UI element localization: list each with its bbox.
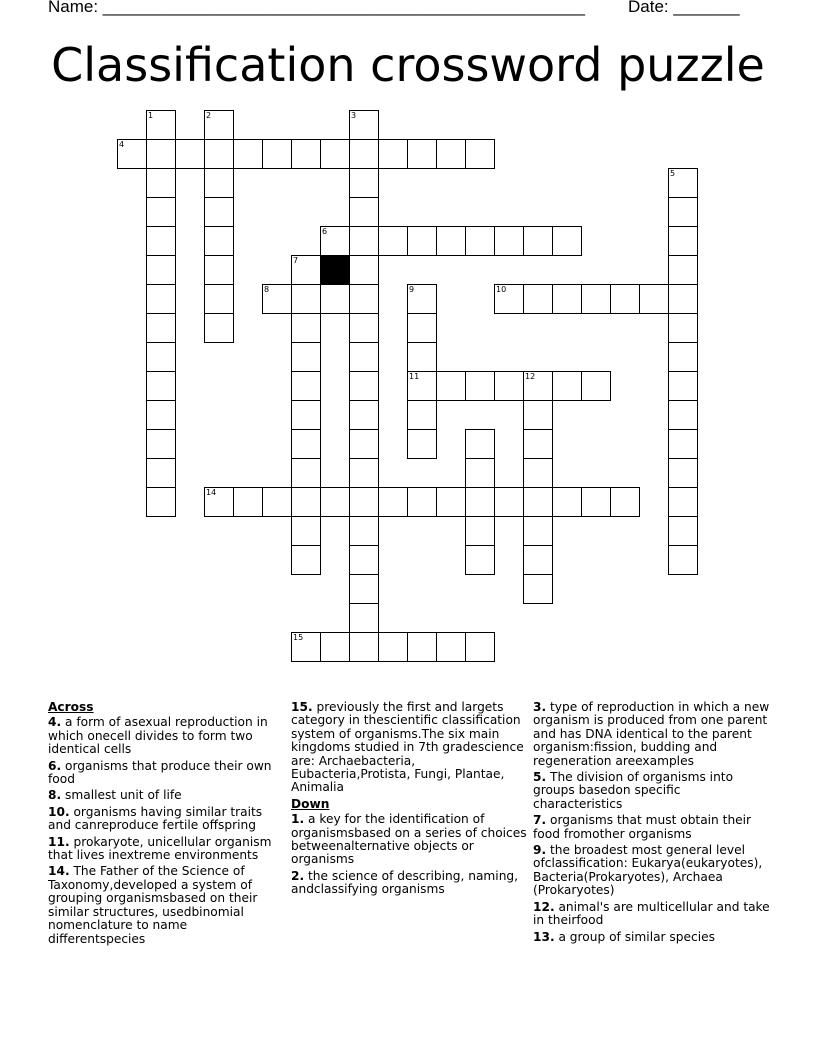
clue-text: type of reproduction in which a new organism is produced from one parent and has DNA identical to the parent organism:fission, budding and regeneration areexamples (533, 700, 770, 768)
clue-number-label: 5. (533, 770, 547, 785)
clue-number-label: 7. (533, 813, 547, 828)
grid-cell[interactable] (291, 371, 321, 401)
clue-item (291, 813, 527, 867)
grid-cell[interactable] (349, 400, 379, 430)
grid-cell[interactable] (581, 487, 611, 517)
clues-column-3 (533, 701, 773, 947)
clue-number-label: 10. (48, 804, 70, 819)
clue-text: The division of organisms into groups basedon specific characteristics (533, 770, 734, 811)
grid-cell[interactable] (291, 255, 321, 285)
clue-text: previously the first and largets category in thescientific classification system of organisms.The six main kingdoms studied in 7th gradescience are: Archaebacteria, Eubacteria,Protista, Fungi, Plantae, Animalia (291, 700, 524, 795)
clue-number: 3 (351, 111, 357, 120)
grid-block (320, 255, 350, 285)
grid-cell[interactable] (175, 139, 205, 169)
grid-cell[interactable] (262, 284, 292, 314)
grid-cell[interactable] (523, 487, 553, 517)
clue-number: 10 (496, 285, 507, 294)
grid-cell[interactable] (349, 545, 379, 575)
grid-cell[interactable] (378, 139, 408, 169)
grid-cell[interactable] (668, 371, 698, 401)
grid-cell[interactable] (146, 342, 176, 372)
grid-cell[interactable] (465, 371, 495, 401)
grid-cell[interactable] (465, 632, 495, 662)
clue-text: animal's are multicellular and take in theirfood (533, 899, 770, 928)
grid-cell[interactable] (146, 458, 176, 488)
grid-cell[interactable] (465, 458, 495, 488)
grid-cell[interactable] (146, 371, 176, 401)
grid-cell[interactable] (233, 487, 263, 517)
down-clue-list-continued (533, 701, 773, 944)
grid-cell[interactable] (523, 458, 553, 488)
clue-text: The Father of the Science of Taxonomy,developed a system of grouping organismsbased on their similar structures, usedbinomial nomenclature to name differentspecies (48, 864, 258, 946)
clue-number-label: 15. (291, 700, 313, 714)
grid-cell[interactable] (349, 313, 379, 343)
grid-cell[interactable] (523, 429, 553, 459)
across-clue-list (48, 716, 280, 946)
grid-cell[interactable] (668, 545, 698, 575)
clue-number: 9 (409, 285, 415, 294)
clue-number-label: 8. (48, 788, 62, 803)
grid-cell[interactable] (407, 487, 437, 517)
grid-cell[interactable] (146, 255, 176, 285)
grid-cell[interactable] (494, 284, 524, 314)
grid-cell[interactable] (465, 545, 495, 575)
down-clue-list (291, 813, 527, 896)
grid-cell[interactable] (378, 632, 408, 662)
grid-cell[interactable] (407, 284, 437, 314)
clue-number: 6 (322, 227, 328, 236)
date-field: Date: _______ (628, 0, 740, 16)
clue-number: 7 (293, 256, 299, 265)
grid-cell[interactable] (146, 313, 176, 343)
grid-cell[interactable] (349, 342, 379, 372)
grid-cell[interactable] (407, 226, 437, 256)
grid-cell[interactable] (494, 487, 524, 517)
clue-number: 11 (409, 372, 420, 381)
clue-item (48, 865, 280, 945)
grid-cell[interactable] (494, 371, 524, 401)
grid-cell[interactable] (349, 487, 379, 517)
grid-cell[interactable] (320, 139, 350, 169)
clue-number-label: 12. (533, 899, 555, 914)
grid-cell[interactable] (349, 371, 379, 401)
grid-cell[interactable] (610, 284, 640, 314)
grid-cell[interactable] (407, 429, 437, 459)
grid-cell[interactable] (146, 226, 176, 256)
clue-number: 4 (119, 140, 125, 149)
clue-item (291, 870, 527, 897)
clue-number-label: 9. (533, 843, 547, 858)
grid-cell[interactable] (146, 197, 176, 227)
grid-cell[interactable] (349, 574, 379, 604)
clue-item (48, 806, 280, 833)
grid-cell[interactable] (523, 400, 553, 430)
grid-cell[interactable] (668, 429, 698, 459)
grid-cell[interactable] (581, 284, 611, 314)
clue-item (291, 701, 527, 795)
grid-cell[interactable] (349, 632, 379, 662)
grid-cell[interactable] (349, 458, 379, 488)
clue-number: 15 (293, 633, 304, 642)
grid-cell[interactable] (204, 168, 234, 198)
clue-item (533, 901, 773, 928)
clue-text: prokaryote, unicellular organism that lives inextreme environments (48, 834, 272, 863)
grid-cell[interactable] (407, 342, 437, 372)
clue-number-label: 14. (48, 864, 70, 879)
grid-cell[interactable] (204, 284, 234, 314)
grid-cell[interactable] (639, 284, 669, 314)
grid-cell[interactable] (291, 313, 321, 343)
grid-cell[interactable] (349, 429, 379, 459)
grid-cell[interactable] (146, 487, 176, 517)
grid-cell[interactable] (523, 545, 553, 575)
grid-cell[interactable] (291, 487, 321, 517)
clue-number-label: 13. (533, 929, 555, 944)
grid-cell[interactable] (349, 226, 379, 256)
grid-cell[interactable] (523, 371, 553, 401)
grid-cell[interactable] (436, 632, 466, 662)
grid-cell[interactable] (552, 487, 582, 517)
clue-number: 12 (525, 372, 536, 381)
grid-cell[interactable] (204, 110, 234, 140)
clue-number: 2 (206, 111, 212, 120)
clue-item (48, 836, 280, 863)
grid-cell[interactable] (552, 284, 582, 314)
clue-item (48, 760, 280, 787)
grid-cell[interactable] (291, 516, 321, 546)
grid-cell[interactable] (668, 516, 698, 546)
grid-cell[interactable] (552, 226, 582, 256)
grid-cell[interactable] (465, 429, 495, 459)
clue-text: organisms that must obtain their food fromother organisms (533, 813, 752, 841)
clue-item (533, 931, 773, 944)
grid-cell[interactable] (291, 342, 321, 372)
clue-text: a key for the identification of organismsbased on a series of choices betweenalternative objects or organisms (291, 812, 527, 867)
grid-cell[interactable] (204, 226, 234, 256)
grid-cell[interactable] (291, 458, 321, 488)
grid-cell[interactable] (581, 371, 611, 401)
grid-cell[interactable] (291, 400, 321, 430)
grid-cell[interactable] (668, 197, 698, 227)
grid-cell[interactable] (291, 284, 321, 314)
clue-number: 1 (148, 111, 154, 120)
clue-text: the broadest most general level ofclassification: Eukarya(eukaryotes), Bacteria(Prokaryotes), Archaea (Prokaryotes) (533, 843, 763, 898)
grid-cell[interactable] (668, 400, 698, 430)
clues-column-1 (48, 701, 280, 949)
grid-cell[interactable] (291, 632, 321, 662)
clue-text: the science of describing, naming, andclassifying organisms (291, 868, 519, 897)
grid-cell[interactable] (262, 487, 292, 517)
grid-cell[interactable] (523, 284, 553, 314)
grid-cell[interactable] (436, 487, 466, 517)
clues-column-2 (291, 701, 527, 900)
down-heading: Down (291, 796, 330, 811)
clue-number-label: 1. (291, 812, 305, 827)
grid-cell[interactable] (204, 255, 234, 285)
grid-cell[interactable] (552, 371, 582, 401)
grid-cell[interactable] (204, 313, 234, 343)
grid-cell[interactable] (378, 226, 408, 256)
clue-text: a form of asexual reproduction in which onecell divides to form two identical cells (48, 715, 268, 757)
grid-cell[interactable] (465, 487, 495, 517)
grid-cell[interactable] (320, 632, 350, 662)
clue-number: 5 (670, 169, 676, 178)
clue-item (533, 701, 773, 768)
clue-item (533, 844, 773, 898)
clue-text: a group of similar species (554, 929, 715, 944)
clue-item (48, 716, 280, 756)
clue-item (533, 771, 773, 811)
grid-cell[interactable] (262, 139, 292, 169)
grid-cell[interactable] (349, 168, 379, 198)
grid-cell[interactable] (465, 139, 495, 169)
grid-cell[interactable] (146, 110, 176, 140)
grid-cell[interactable] (407, 371, 437, 401)
grid-cell[interactable] (668, 313, 698, 343)
grid-cell[interactable] (146, 139, 176, 169)
grid-cell[interactable] (146, 168, 176, 198)
clue-number: 8 (264, 285, 270, 294)
name-field: Name: ___________________________________________________ (48, 0, 585, 16)
grid-cell[interactable] (668, 458, 698, 488)
grid-cell[interactable] (204, 487, 234, 517)
grid-cell[interactable] (494, 226, 524, 256)
grid-cell[interactable] (349, 516, 379, 546)
grid-cell[interactable] (465, 516, 495, 546)
grid-cell[interactable] (349, 197, 379, 227)
grid-cell[interactable] (407, 632, 437, 662)
clue-item (48, 789, 280, 802)
grid-cell[interactable] (320, 226, 350, 256)
clue-number-label: 2. (291, 868, 305, 883)
grid-cell[interactable] (436, 226, 466, 256)
grid-cell[interactable] (668, 487, 698, 517)
clue-number-label: 3. (533, 700, 547, 714)
grid-cell[interactable] (320, 284, 350, 314)
across-heading: Across (48, 700, 94, 714)
clue-text: organisms that produce their own food (48, 758, 272, 787)
clue-number-label: 6. (48, 758, 62, 773)
grid-cell[interactable] (523, 226, 553, 256)
page-title: Classification crossword puzzle (51, 38, 765, 92)
grid-cell[interactable] (668, 168, 698, 198)
grid-cell[interactable] (407, 139, 437, 169)
grid-cell[interactable] (523, 516, 553, 546)
grid-cell[interactable] (668, 255, 698, 285)
grid-cell[interactable] (523, 574, 553, 604)
clue-number: 14 (206, 488, 217, 497)
clue-item (533, 814, 773, 841)
grid-cell[interactable] (407, 400, 437, 430)
grid-cell[interactable] (436, 139, 466, 169)
clue-number-label: 11. (48, 834, 70, 849)
grid-cell[interactable] (349, 284, 379, 314)
grid-cell[interactable] (436, 371, 466, 401)
grid-cell[interactable] (668, 226, 698, 256)
grid-cell[interactable] (349, 139, 379, 169)
grid-cell[interactable] (291, 545, 321, 575)
clue-number-label: 4. (48, 715, 62, 730)
clue-text: smallest unit of life (61, 788, 182, 803)
grid-cell[interactable] (204, 197, 234, 227)
clue-text: organisms having similar traits and canreproduce fertile offspring (48, 804, 263, 833)
grid-cell[interactable] (291, 139, 321, 169)
grid-cell[interactable] (233, 139, 263, 169)
across-clue-list-continued (291, 701, 527, 795)
grid-cell[interactable] (146, 429, 176, 459)
grid-cell[interactable] (349, 255, 379, 285)
grid-cell[interactable] (349, 603, 379, 633)
grid-cell[interactable] (146, 400, 176, 430)
grid-cell[interactable] (465, 226, 495, 256)
grid-cell[interactable] (407, 313, 437, 343)
grid-cell[interactable] (668, 284, 698, 314)
grid-cell[interactable] (117, 139, 147, 169)
grid-cell[interactable] (378, 487, 408, 517)
grid-cell[interactable] (291, 429, 321, 459)
grid-cell[interactable] (349, 110, 379, 140)
grid-cell[interactable] (320, 487, 350, 517)
grid-cell[interactable] (146, 284, 176, 314)
grid-cell[interactable] (204, 139, 234, 169)
grid-cell[interactable] (668, 342, 698, 372)
grid-cell[interactable] (610, 487, 640, 517)
